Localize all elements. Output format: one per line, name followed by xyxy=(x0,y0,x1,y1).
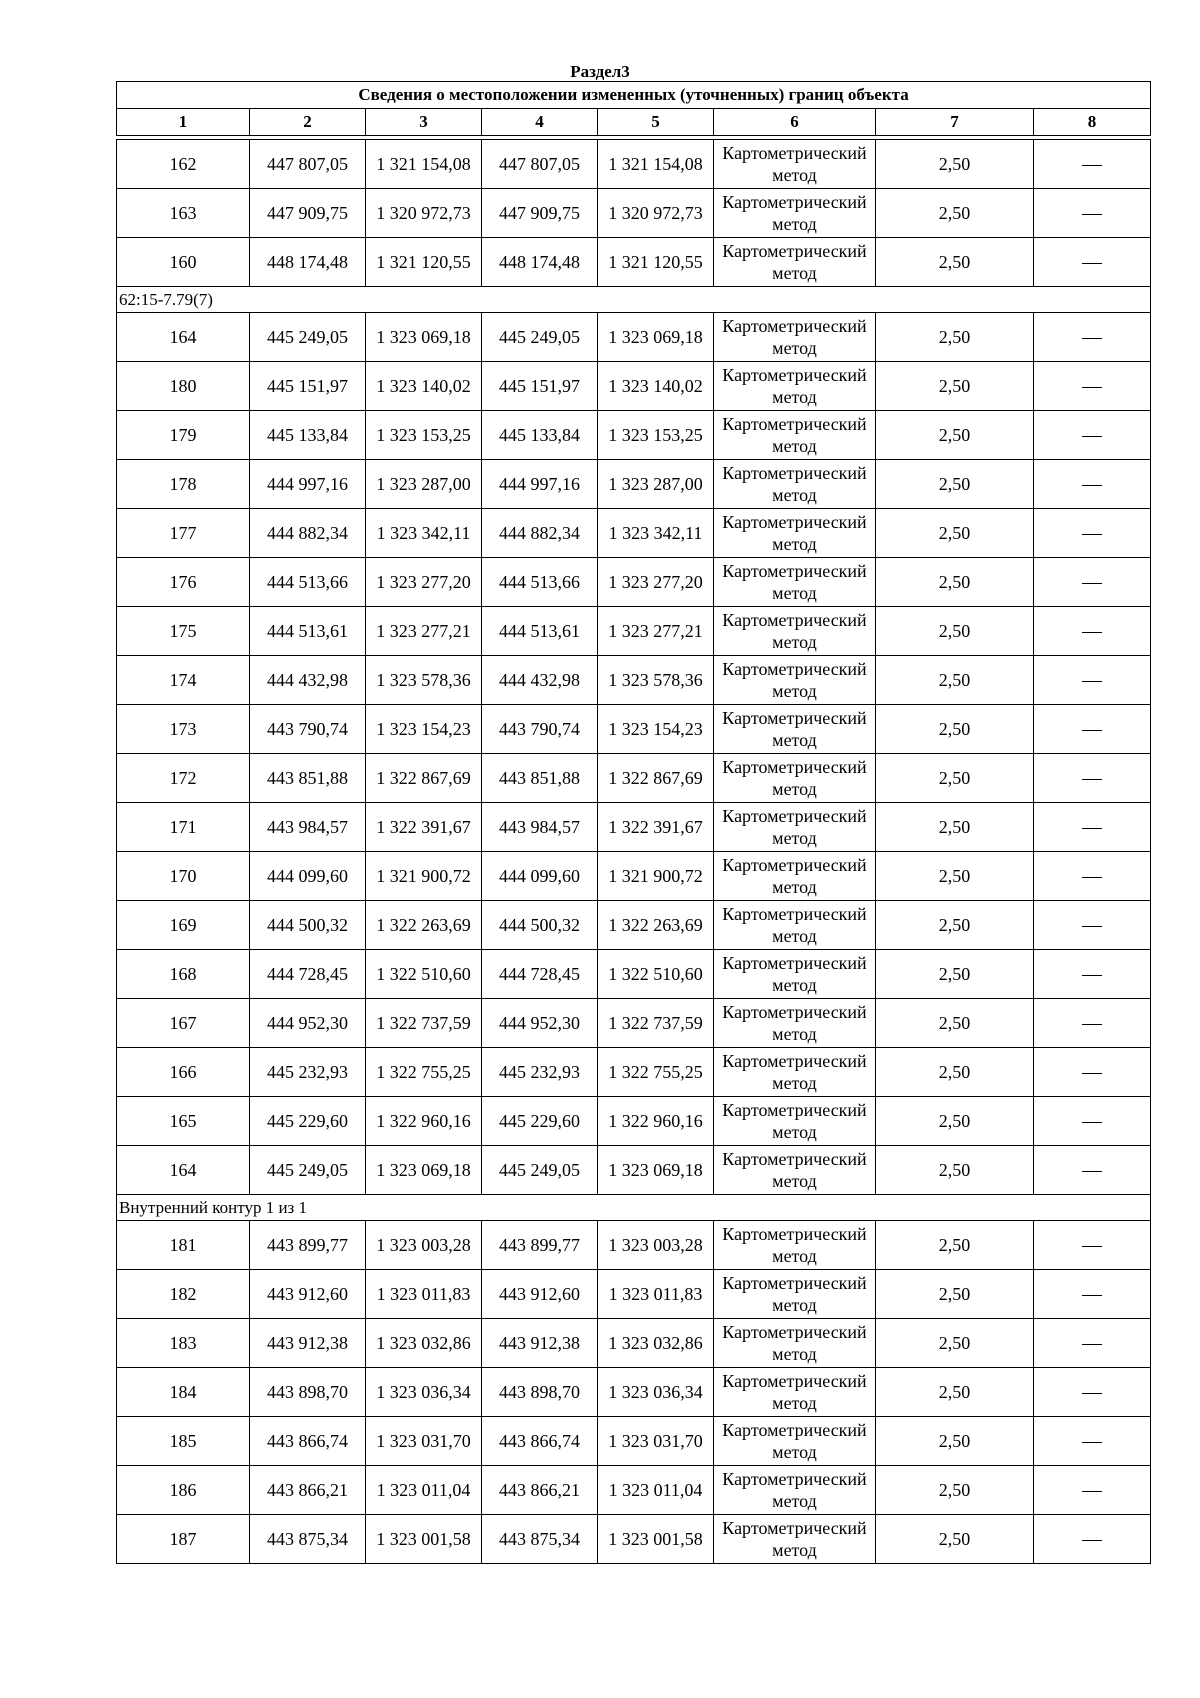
point-number-cell: 166 xyxy=(117,1048,250,1097)
dash-mark xyxy=(1082,165,1102,166)
table-row xyxy=(117,999,1151,1048)
dash-mark xyxy=(1082,828,1102,829)
accuracy-cell: 2,50 xyxy=(876,1466,1034,1515)
empty-value-cell xyxy=(1034,1368,1151,1417)
x-new-cell: 445 232,93 xyxy=(482,1048,598,1097)
dash-mark xyxy=(1082,338,1102,339)
x-old-cell: 444 513,66 xyxy=(250,558,366,607)
method-cell: Картометрический метод xyxy=(714,1368,876,1417)
x-new-cell: 443 866,74 xyxy=(482,1417,598,1466)
accuracy-cell: 2,50 xyxy=(876,607,1034,656)
method-cell: Картометрический метод xyxy=(714,189,876,238)
x-new-cell: 444 513,61 xyxy=(482,607,598,656)
table-row xyxy=(117,313,1151,362)
accuracy-cell: 2,50 xyxy=(876,1270,1034,1319)
empty-value-cell xyxy=(1034,362,1151,411)
y-new-cell: 1 323 153,25 xyxy=(598,411,714,460)
empty-value-cell xyxy=(1034,1319,1151,1368)
y-old-cell: 1 322 510,60 xyxy=(366,950,482,999)
x-new-cell: 448 174,48 xyxy=(482,238,598,287)
y-old-cell: 1 320 972,73 xyxy=(366,189,482,238)
y-new-cell: 1 321 154,08 xyxy=(598,140,714,189)
dash-mark xyxy=(1082,877,1102,878)
y-old-cell: 1 323 001,58 xyxy=(366,1515,482,1564)
table-row xyxy=(117,656,1151,705)
dash-mark xyxy=(1082,1295,1102,1296)
point-number-cell: 172 xyxy=(117,754,250,803)
method-cell: Картометрический метод xyxy=(714,558,876,607)
empty-value-cell xyxy=(1034,1417,1151,1466)
accuracy-cell: 2,50 xyxy=(876,1368,1034,1417)
empty-value-cell xyxy=(1034,607,1151,656)
method-cell: Картометрический метод xyxy=(714,950,876,999)
x-old-cell: 443 866,74 xyxy=(250,1417,366,1466)
x-old-cell: 443 912,38 xyxy=(250,1319,366,1368)
dash-mark xyxy=(1082,1540,1102,1541)
x-old-cell: 444 500,32 xyxy=(250,901,366,950)
point-number-cell: 162 xyxy=(117,140,250,189)
point-number-cell: 183 xyxy=(117,1319,250,1368)
column-number: 4 xyxy=(482,109,598,136)
column-number: 6 xyxy=(714,109,876,136)
x-new-cell: 445 249,05 xyxy=(482,1146,598,1195)
dash-mark xyxy=(1082,583,1102,584)
y-new-cell: 1 323 011,04 xyxy=(598,1466,714,1515)
accuracy-cell: 2,50 xyxy=(876,1515,1034,1564)
point-number-cell: 160 xyxy=(117,238,250,287)
x-new-cell: 445 133,84 xyxy=(482,411,598,460)
y-new-cell: 1 322 737,59 xyxy=(598,999,714,1048)
empty-value-cell xyxy=(1034,1048,1151,1097)
table-row xyxy=(117,950,1151,999)
y-old-cell: 1 322 867,69 xyxy=(366,754,482,803)
dash-mark xyxy=(1082,632,1102,633)
point-number-cell: 180 xyxy=(117,362,250,411)
accuracy-cell: 2,50 xyxy=(876,1417,1034,1466)
y-new-cell: 1 323 277,20 xyxy=(598,558,714,607)
y-old-cell: 1 323 036,34 xyxy=(366,1368,482,1417)
point-number-cell: 164 xyxy=(117,1146,250,1195)
empty-value-cell xyxy=(1034,1146,1151,1195)
y-new-cell: 1 323 154,23 xyxy=(598,705,714,754)
method-cell: Картометрический метод xyxy=(714,1515,876,1564)
accuracy-cell: 2,50 xyxy=(876,754,1034,803)
contour-label-row xyxy=(117,287,1151,313)
point-number-cell: 187 xyxy=(117,1515,250,1564)
table-row xyxy=(117,1368,1151,1417)
column-number: 7 xyxy=(876,109,1034,136)
method-cell: Картометрический метод xyxy=(714,1417,876,1466)
method-cell: Картометрический метод xyxy=(714,803,876,852)
point-number-cell: 186 xyxy=(117,1466,250,1515)
x-new-cell: 443 898,70 xyxy=(482,1368,598,1417)
accuracy-cell: 2,50 xyxy=(876,852,1034,901)
accuracy-cell: 2,50 xyxy=(876,411,1034,460)
empty-value-cell xyxy=(1034,238,1151,287)
column-number: 3 xyxy=(366,109,482,136)
method-cell: Картометрический метод xyxy=(714,1048,876,1097)
x-new-cell: 444 432,98 xyxy=(482,656,598,705)
accuracy-cell: 2,50 xyxy=(876,999,1034,1048)
y-new-cell: 1 322 263,69 xyxy=(598,901,714,950)
dash-mark xyxy=(1082,926,1102,927)
x-old-cell: 443 851,88 xyxy=(250,754,366,803)
x-old-cell: 444 432,98 xyxy=(250,656,366,705)
accuracy-cell: 2,50 xyxy=(876,1097,1034,1146)
empty-value-cell xyxy=(1034,705,1151,754)
dash-mark xyxy=(1082,681,1102,682)
column-number: 5 xyxy=(598,109,714,136)
empty-value-cell xyxy=(1034,754,1151,803)
x-old-cell: 444 997,16 xyxy=(250,460,366,509)
x-old-cell: 444 513,61 xyxy=(250,607,366,656)
empty-value-cell xyxy=(1034,803,1151,852)
x-old-cell: 443 899,77 xyxy=(250,1221,366,1270)
point-number-cell: 165 xyxy=(117,1097,250,1146)
point-number-cell: 179 xyxy=(117,411,250,460)
x-old-cell: 443 898,70 xyxy=(250,1368,366,1417)
method-cell: Картометрический метод xyxy=(714,509,876,558)
table-row xyxy=(117,1466,1151,1515)
accuracy-cell: 2,50 xyxy=(876,362,1034,411)
table-row xyxy=(117,460,1151,509)
table-row xyxy=(117,1221,1151,1270)
accuracy-cell: 2,50 xyxy=(876,1221,1034,1270)
dash-mark xyxy=(1082,1246,1102,1247)
method-cell: Картометрический метод xyxy=(714,656,876,705)
accuracy-cell: 2,50 xyxy=(876,140,1034,189)
empty-value-cell xyxy=(1034,558,1151,607)
x-new-cell: 443 984,57 xyxy=(482,803,598,852)
point-number-cell: 176 xyxy=(117,558,250,607)
accuracy-cell: 2,50 xyxy=(876,313,1034,362)
point-number-cell: 175 xyxy=(117,607,250,656)
accuracy-cell: 2,50 xyxy=(876,803,1034,852)
empty-value-cell xyxy=(1034,1515,1151,1564)
y-old-cell: 1 321 900,72 xyxy=(366,852,482,901)
point-number-cell: 184 xyxy=(117,1368,250,1417)
y-new-cell: 1 321 120,55 xyxy=(598,238,714,287)
x-old-cell: 443 875,34 xyxy=(250,1515,366,1564)
method-cell: Картометрический метод xyxy=(714,901,876,950)
table-row xyxy=(117,852,1151,901)
table-row xyxy=(117,1319,1151,1368)
y-old-cell: 1 323 031,70 xyxy=(366,1417,482,1466)
dash-mark xyxy=(1082,975,1102,976)
y-old-cell: 1 323 140,02 xyxy=(366,362,482,411)
point-number-cell: 174 xyxy=(117,656,250,705)
table-row xyxy=(117,1097,1151,1146)
point-number-cell: 185 xyxy=(117,1417,250,1466)
table-row xyxy=(117,1270,1151,1319)
method-cell: Картометрический метод xyxy=(714,999,876,1048)
empty-value-cell xyxy=(1034,509,1151,558)
x-new-cell: 444 513,66 xyxy=(482,558,598,607)
y-new-cell: 1 320 972,73 xyxy=(598,189,714,238)
point-number-cell: 178 xyxy=(117,460,250,509)
method-cell: Картометрический метод xyxy=(714,238,876,287)
x-new-cell: 443 912,60 xyxy=(482,1270,598,1319)
dash-mark xyxy=(1082,1393,1102,1394)
dash-mark xyxy=(1082,1024,1102,1025)
contour-label-row xyxy=(117,1195,1151,1221)
y-new-cell: 1 323 032,86 xyxy=(598,1319,714,1368)
y-old-cell: 1 322 737,59 xyxy=(366,999,482,1048)
x-new-cell: 443 866,21 xyxy=(482,1466,598,1515)
y-new-cell: 1 323 069,18 xyxy=(598,313,714,362)
x-old-cell: 443 790,74 xyxy=(250,705,366,754)
dash-mark xyxy=(1082,485,1102,486)
method-cell: Картометрический метод xyxy=(714,1319,876,1368)
x-old-cell: 448 174,48 xyxy=(250,238,366,287)
empty-value-cell xyxy=(1034,411,1151,460)
empty-value-cell xyxy=(1034,999,1151,1048)
x-old-cell: 445 151,97 xyxy=(250,362,366,411)
dash-mark xyxy=(1082,1171,1102,1172)
dash-mark xyxy=(1082,387,1102,388)
y-new-cell: 1 322 391,67 xyxy=(598,803,714,852)
x-old-cell: 447 807,05 xyxy=(250,140,366,189)
y-old-cell: 1 323 032,86 xyxy=(366,1319,482,1368)
column-number: 1 xyxy=(117,109,250,136)
y-new-cell: 1 323 578,36 xyxy=(598,656,714,705)
table-body xyxy=(117,140,1151,1564)
y-new-cell: 1 323 031,70 xyxy=(598,1417,714,1466)
empty-value-cell xyxy=(1034,950,1151,999)
method-cell: Картометрический метод xyxy=(714,313,876,362)
point-number-cell: 182 xyxy=(117,1270,250,1319)
method-cell: Картометрический метод xyxy=(714,852,876,901)
x-new-cell: 445 229,60 xyxy=(482,1097,598,1146)
y-new-cell: 1 323 036,34 xyxy=(598,1368,714,1417)
empty-value-cell xyxy=(1034,460,1151,509)
y-new-cell: 1 322 867,69 xyxy=(598,754,714,803)
table-row xyxy=(117,238,1151,287)
table-row xyxy=(117,362,1151,411)
x-old-cell: 443 866,21 xyxy=(250,1466,366,1515)
table-row xyxy=(117,1048,1151,1097)
accuracy-cell: 2,50 xyxy=(876,1146,1034,1195)
x-new-cell: 447 807,05 xyxy=(482,140,598,189)
y-old-cell: 1 323 069,18 xyxy=(366,313,482,362)
y-old-cell: 1 323 069,18 xyxy=(366,1146,482,1195)
point-number-cell: 169 xyxy=(117,901,250,950)
dash-mark xyxy=(1082,779,1102,780)
method-cell: Картометрический метод xyxy=(714,1270,876,1319)
x-new-cell: 443 790,74 xyxy=(482,705,598,754)
y-new-cell: 1 322 755,25 xyxy=(598,1048,714,1097)
method-cell: Картометрический метод xyxy=(714,411,876,460)
y-new-cell: 1 322 510,60 xyxy=(598,950,714,999)
point-number-cell: 171 xyxy=(117,803,250,852)
x-old-cell: 443 912,60 xyxy=(250,1270,366,1319)
accuracy-cell: 2,50 xyxy=(876,950,1034,999)
empty-value-cell xyxy=(1034,140,1151,189)
x-new-cell: 443 899,77 xyxy=(482,1221,598,1270)
method-cell: Картометрический метод xyxy=(714,1221,876,1270)
y-old-cell: 1 322 755,25 xyxy=(366,1048,482,1097)
dash-mark xyxy=(1082,1491,1102,1492)
table-row xyxy=(117,558,1151,607)
x-old-cell: 444 952,30 xyxy=(250,999,366,1048)
point-number-cell: 170 xyxy=(117,852,250,901)
accuracy-cell: 2,50 xyxy=(876,1048,1034,1097)
x-new-cell: 444 952,30 xyxy=(482,999,598,1048)
y-old-cell: 1 322 391,67 xyxy=(366,803,482,852)
point-number-cell: 177 xyxy=(117,509,250,558)
y-old-cell: 1 323 277,20 xyxy=(366,558,482,607)
y-old-cell: 1 323 287,00 xyxy=(366,460,482,509)
empty-value-cell xyxy=(1034,852,1151,901)
x-old-cell: 445 249,05 xyxy=(250,313,366,362)
y-new-cell: 1 323 140,02 xyxy=(598,362,714,411)
contour-label: 62:15-7.79(7) xyxy=(117,287,1151,313)
column-number-row xyxy=(117,109,1151,136)
x-old-cell: 445 249,05 xyxy=(250,1146,366,1195)
method-cell: Картометрический метод xyxy=(714,460,876,509)
empty-value-cell xyxy=(1034,656,1151,705)
dash-mark xyxy=(1082,214,1102,215)
method-cell: Картометрический метод xyxy=(714,1097,876,1146)
point-number-cell: 168 xyxy=(117,950,250,999)
table-row xyxy=(117,754,1151,803)
x-old-cell: 444 882,34 xyxy=(250,509,366,558)
dash-mark xyxy=(1082,1073,1102,1074)
y-new-cell: 1 323 342,11 xyxy=(598,509,714,558)
x-new-cell: 443 912,38 xyxy=(482,1319,598,1368)
x-old-cell: 445 232,93 xyxy=(250,1048,366,1097)
empty-value-cell xyxy=(1034,1097,1151,1146)
x-new-cell: 445 249,05 xyxy=(482,313,598,362)
dash-mark xyxy=(1082,1344,1102,1345)
empty-value-cell xyxy=(1034,901,1151,950)
table-row xyxy=(117,1146,1151,1195)
point-number-cell: 167 xyxy=(117,999,250,1048)
table-row xyxy=(117,901,1151,950)
table-row xyxy=(117,1417,1151,1466)
point-number-cell: 173 xyxy=(117,705,250,754)
x-old-cell: 445 229,60 xyxy=(250,1097,366,1146)
empty-value-cell xyxy=(1034,189,1151,238)
x-old-cell: 443 984,57 xyxy=(250,803,366,852)
x-new-cell: 444 099,60 xyxy=(482,852,598,901)
empty-value-cell xyxy=(1034,1221,1151,1270)
table-row xyxy=(117,411,1151,460)
y-new-cell: 1 323 277,21 xyxy=(598,607,714,656)
dash-mark xyxy=(1082,263,1102,264)
x-new-cell: 445 151,97 xyxy=(482,362,598,411)
accuracy-cell: 2,50 xyxy=(876,558,1034,607)
accuracy-cell: 2,50 xyxy=(876,656,1034,705)
dash-mark xyxy=(1082,1442,1102,1443)
x-new-cell: 447 909,75 xyxy=(482,189,598,238)
y-old-cell: 1 323 011,04 xyxy=(366,1466,482,1515)
y-new-cell: 1 323 011,83 xyxy=(598,1270,714,1319)
x-old-cell: 444 099,60 xyxy=(250,852,366,901)
empty-value-cell xyxy=(1034,1466,1151,1515)
accuracy-cell: 2,50 xyxy=(876,1319,1034,1368)
table-row xyxy=(117,803,1151,852)
dash-mark xyxy=(1082,534,1102,535)
point-number-cell: 164 xyxy=(117,313,250,362)
column-number: 8 xyxy=(1034,109,1151,136)
table-caption: Сведения о местоположении измененных (уточненных) границ объекта xyxy=(117,82,1151,109)
point-number-cell: 163 xyxy=(117,189,250,238)
y-old-cell: 1 323 003,28 xyxy=(366,1221,482,1270)
dash-mark xyxy=(1082,730,1102,731)
empty-value-cell xyxy=(1034,1270,1151,1319)
method-cell: Картометрический метод xyxy=(714,607,876,656)
x-old-cell: 447 909,75 xyxy=(250,189,366,238)
y-old-cell: 1 321 154,08 xyxy=(366,140,482,189)
x-old-cell: 445 133,84 xyxy=(250,411,366,460)
x-old-cell: 444 728,45 xyxy=(250,950,366,999)
column-number: 2 xyxy=(250,109,366,136)
method-cell: Картометрический метод xyxy=(714,705,876,754)
y-old-cell: 1 323 154,23 xyxy=(366,705,482,754)
method-cell: Картометрический метод xyxy=(714,362,876,411)
page-title: Раздел3 xyxy=(570,62,630,81)
y-old-cell: 1 323 277,21 xyxy=(366,607,482,656)
x-new-cell: 444 997,16 xyxy=(482,460,598,509)
y-new-cell: 1 321 900,72 xyxy=(598,852,714,901)
y-old-cell: 1 323 342,11 xyxy=(366,509,482,558)
x-new-cell: 443 875,34 xyxy=(482,1515,598,1564)
y-new-cell: 1 323 001,58 xyxy=(598,1515,714,1564)
table-row xyxy=(117,705,1151,754)
y-old-cell: 1 322 263,69 xyxy=(366,901,482,950)
table-row xyxy=(117,140,1151,189)
empty-value-cell xyxy=(1034,313,1151,362)
point-number-cell: 181 xyxy=(117,1221,250,1270)
y-old-cell: 1 323 578,36 xyxy=(366,656,482,705)
dash-mark xyxy=(1082,1122,1102,1123)
y-old-cell: 1 323 153,25 xyxy=(366,411,482,460)
x-new-cell: 443 851,88 xyxy=(482,754,598,803)
method-cell: Картометрический метод xyxy=(714,1466,876,1515)
method-cell: Картометрический метод xyxy=(714,754,876,803)
y-new-cell: 1 322 960,16 xyxy=(598,1097,714,1146)
y-old-cell: 1 321 120,55 xyxy=(366,238,482,287)
coordinates-table xyxy=(116,81,1151,1564)
x-new-cell: 444 882,34 xyxy=(482,509,598,558)
y-old-cell: 1 323 011,83 xyxy=(366,1270,482,1319)
table-row xyxy=(117,1515,1151,1564)
contour-label: Внутренний контур 1 из 1 xyxy=(117,1195,1151,1221)
table-row xyxy=(117,189,1151,238)
y-new-cell: 1 323 287,00 xyxy=(598,460,714,509)
y-new-cell: 1 323 069,18 xyxy=(598,1146,714,1195)
table-row xyxy=(117,509,1151,558)
accuracy-cell: 2,50 xyxy=(876,509,1034,558)
accuracy-cell: 2,50 xyxy=(876,238,1034,287)
y-old-cell: 1 322 960,16 xyxy=(366,1097,482,1146)
accuracy-cell: 2,50 xyxy=(876,705,1034,754)
accuracy-cell: 2,50 xyxy=(876,901,1034,950)
x-new-cell: 444 500,32 xyxy=(482,901,598,950)
accuracy-cell: 2,50 xyxy=(876,460,1034,509)
y-new-cell: 1 323 003,28 xyxy=(598,1221,714,1270)
method-cell: Картометрический метод xyxy=(714,1146,876,1195)
table-row xyxy=(117,607,1151,656)
accuracy-cell: 2,50 xyxy=(876,189,1034,238)
dash-mark xyxy=(1082,436,1102,437)
method-cell: Картометрический метод xyxy=(714,140,876,189)
x-new-cell: 444 728,45 xyxy=(482,950,598,999)
